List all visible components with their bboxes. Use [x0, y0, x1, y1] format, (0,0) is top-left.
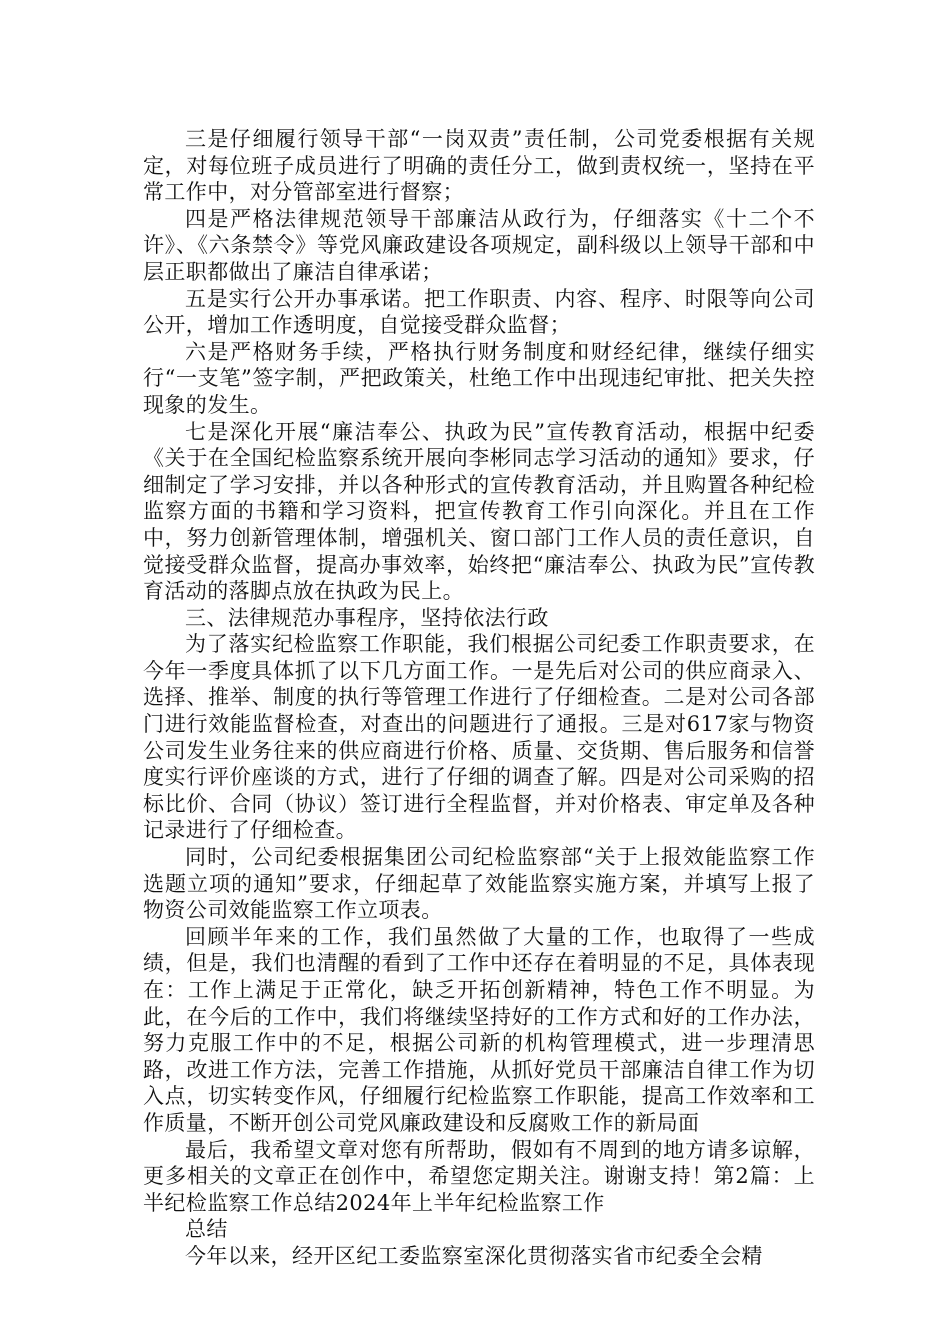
paragraph-supervision-work: 为了落实纪检监察工作职能，我们根据公司纪委工作职责要求，在今年一季度具体抓了以下几方面工作。一是先后对公司的供应商录入、选择、推举、制度的执行等管理工作进行了仔细检查。二是对公司各部门进行效能监督检查，对查出的问题进行了通报。三是对617家与物资公司发生业务往来的供应商进行价格、质量、交货期、售后服务和信誉度实行评价座谈的方式，进行了仔细的调查了解。四是对公司采购的招标比价、合同（协议）签订进行全程监督，并对价格表、审定单及各种记录进行了仔细检查。	[143, 632, 815, 843]
section-heading: 三、法律规范办事程序，坚持依法行政	[185, 605, 549, 630]
paragraph-public-commitment: 五是实行公开办事承诺。把工作职责、内容、程序、时限等向公司公开，增加工作透明度，自觉接受群众监督；	[143, 286, 815, 338]
closing-word: 总结	[185, 1217, 228, 1242]
paragraph-review: 回顾半年来的工作，我们虽然做了大量的工作，也取得了一些成绩，但是，我们也清醒的看到了工作中还存在着明显的不足，具体表现在：工作上满足于正常化，缺乏开拓创新精神，特色工作不明显。为此，在今后的工作中，我们将继续坚持好的工作方式和好的工作办法，努力克服工作中的不足，根据公司新的机构管理模式，进一步理清思路，改进工作方法，完善工作措施，从抓好党员干部廉洁自律工作为切入点，切实转变作风，仔细履行纪检监察工作职能，提高工作效率和工作质量，不断开创公司党风廉政建设和反腐败工作的新局面	[143, 924, 815, 1135]
paragraph-integrity-rules: 四是严格法律规范领导干部廉洁从政行为，仔细落实《十二个不许》、《六条禁令》等党风廉政建设各项规定，副科级以上领导干部和中层正职都做出了廉洁自律承诺；	[143, 206, 815, 284]
paragraph-duty-system: 三是仔细履行领导干部“一岗双责”责任制，公司党委根据有关规定，对每位班子成员进行了明确的责任分工，做到责权统一，坚持在平常工作中，对分管部室进行督察；	[143, 127, 815, 205]
paragraph-education-activity: 七是深化开展“廉洁奉公、执政为民”宣传教育活动，根据中纪委《关于在全国纪检监察系统开展向李彬同志学习活动的通知》要求，仔细制定了学习安排，并以各种形式的宣传教育活动，并且购置各种纪检监察方面的书籍和学习资料，把宣传教育工作引向深化。并且在工作中，努力创新管理体制，增强机关、窗口部门工作人员的责任意识，自觉接受群众监督，提高办事效率，始终把“廉洁奉公、执政为民”宣传教育活动的落脚点放在执政为民上。	[143, 419, 815, 604]
paragraph-closing-remarks: 最后，我希望文章对您有所帮助，假如有不周到的地方请多谅解，更多相关的文章正在创作中，希望您定期关注。谢谢支持！第2篇：上半纪检监察工作总结2024年上半年纪检监察工作	[143, 1137, 815, 1215]
document-body	[143, 126, 815, 1270]
paragraph-efficiency-plan: 同时，公司纪委根据集团公司纪检监察部“关于上报效能监察工作选题立项的通知”要求，仔细起草了效能监察实施方案，并填写上报了物资公司效能监察工作立项表。	[143, 845, 815, 923]
paragraph-finance-procedures: 六是严格财务手续，严格执行财务制度和财经纪律，继续仔细实行“一支笔”签字制，严把政策关，杜绝工作中出现违纪审批、把关失控现象的发生。	[143, 339, 815, 417]
paragraph-last: 今年以来，经开区纪工委监察室深化贯彻落实省市纪委全会精	[185, 1243, 763, 1268]
